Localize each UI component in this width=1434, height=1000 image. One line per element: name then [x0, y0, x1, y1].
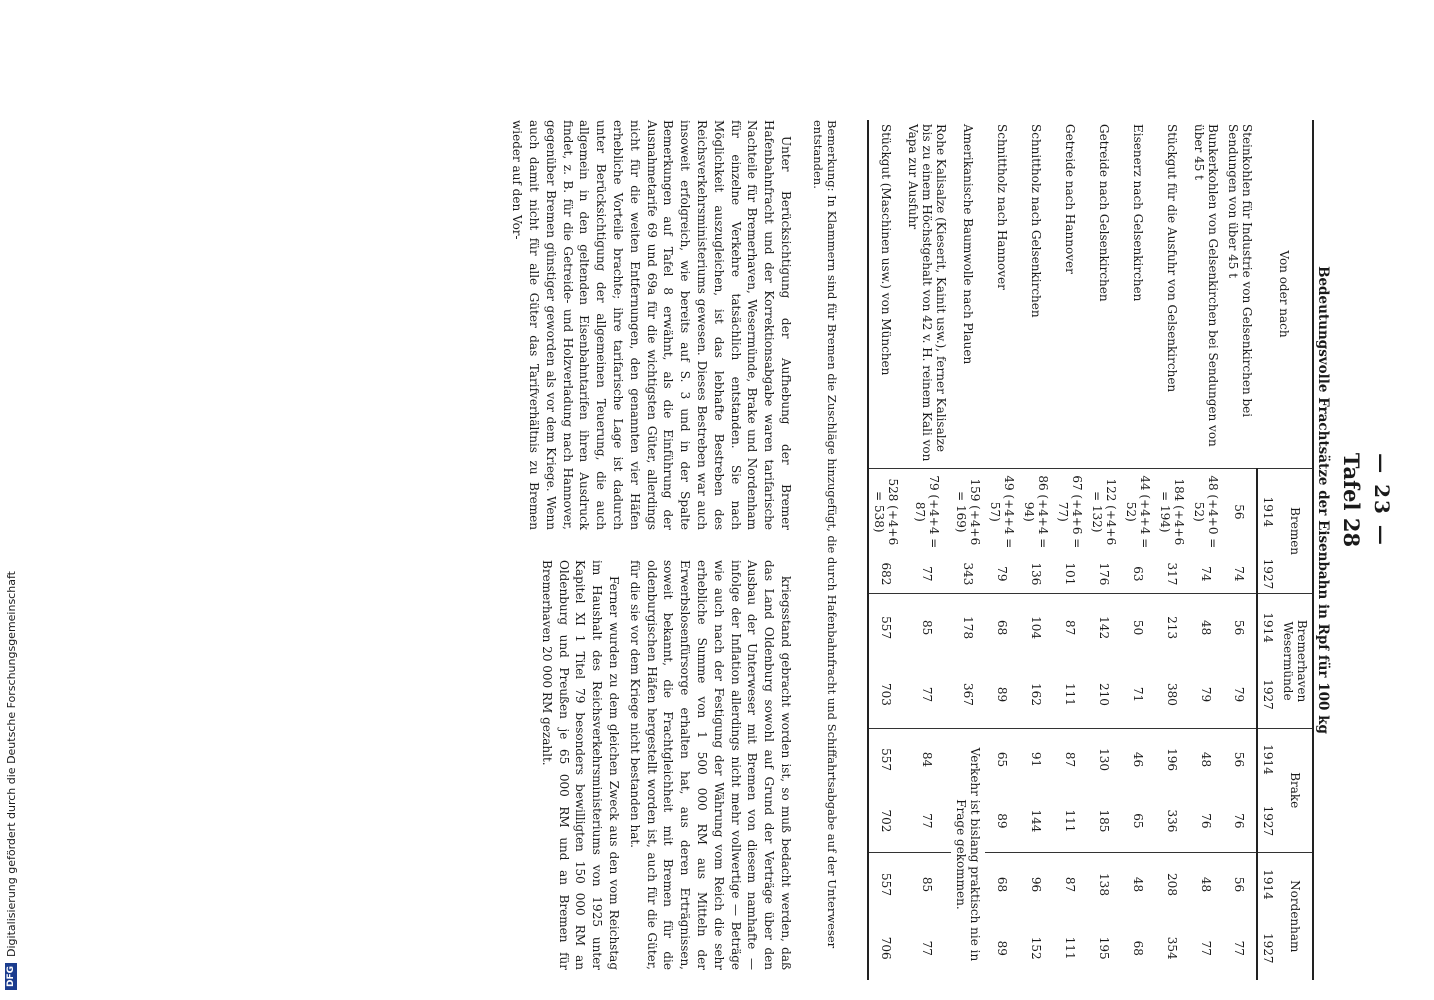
table-cell: 87 — [1053, 594, 1087, 661]
table-cell: 213 — [1155, 594, 1189, 661]
table-cell: 210 — [1097, 683, 1111, 706]
table-cell: 89 — [995, 686, 1009, 703]
row-label: Bunkerkohlen von Gelsenkirchen bei Sendungen von über 45 t — [1192, 124, 1220, 447]
table-cell: 111 — [1063, 683, 1077, 706]
table-cell: 144 — [1029, 809, 1043, 833]
table-cell: 76 — [1199, 813, 1213, 829]
table-cell: 79 — [1232, 686, 1247, 703]
table-cell: 56 — [1223, 852, 1257, 916]
table-cell: 48 — [1121, 852, 1155, 916]
brake-nordenham-note: Verkehr ist bislang praktisch nie in Frage gekommen. — [951, 728, 985, 980]
row-label: Schnittholz nach Gelsenkirchen — [1029, 124, 1043, 318]
dfg-logo-icon: DFG — [5, 963, 17, 990]
freight-rate-table — [867, 120, 1314, 980]
year-header: 1914 — [1257, 594, 1278, 661]
table-cell: 65 — [1131, 813, 1145, 829]
row-label: Rohe Kalisalze (Kieserit, Kainit usw.), ferner Kalisalze bis zu einem Höchstgehalt von 42 v. H. reinem Kali von Vapa zur Ausfuhr — [906, 124, 948, 462]
table-cell: 176 — [1097, 562, 1111, 586]
table-row — [1189, 120, 1223, 980]
sidebar-credit — [0, 0, 22, 1000]
table-row — [985, 120, 1019, 980]
table-row — [903, 120, 951, 980]
table-cell: 185 — [1097, 809, 1111, 833]
table-cell: 162 — [1029, 683, 1043, 706]
table-cell: 152 — [1029, 936, 1043, 960]
row-label: Amerikanische Baumwolle nach Plauen — [961, 124, 975, 365]
table-cell: 96 — [1019, 852, 1053, 916]
table-cell: 91 — [1019, 728, 1053, 790]
table-cell: 48 — [1189, 852, 1223, 916]
table-row — [951, 120, 985, 980]
table-row — [1087, 120, 1121, 980]
table-title: Tafel 28 — [1339, 452, 1364, 548]
table-cell: 703 — [868, 661, 903, 728]
table-cell: 706 — [868, 916, 903, 980]
table-cell: 44 (+4+4 = 52) — [1121, 469, 1155, 555]
year-header: 1914 — [1257, 852, 1278, 916]
table-cell: 84 — [903, 728, 951, 790]
table-cell: 77 — [1232, 940, 1247, 956]
table-cell: 184 (+4+6 = 194) — [1155, 469, 1189, 555]
table-cell: 367 — [961, 683, 975, 706]
table-cell: 557 — [868, 852, 903, 916]
table-cell: 56 — [1223, 594, 1257, 661]
table-cell: 74 — [1232, 566, 1247, 582]
table-cell: 142 — [1087, 594, 1121, 661]
table-cell: 50 — [1121, 594, 1155, 661]
table-cell: 74 — [1199, 566, 1213, 582]
table-cell: 49 (+4+4 = 57) — [985, 469, 1019, 555]
group-header-nordenham: Nordenham — [1278, 852, 1313, 980]
document-page — [30, 0, 1434, 1000]
table-cell: 48 — [1189, 728, 1223, 790]
group-header-brake: Brake — [1278, 728, 1313, 852]
table-cell: 354 — [1165, 936, 1179, 960]
table-row — [1155, 120, 1189, 980]
paragraph: Ferner wurden zu dem gleichen Zweck aus den vom Reichstag im Haushalt des Reichsverkehrsministeriums von 1925 unter Kapitel XI 1 Titel 79 besonders bewilligten 150 000 RM an Oldenburg und Preußen je 65 000 RM und an Bremen für Bremerhaven 20 000 RM gezahlt. — [539, 560, 622, 970]
table-cell: 48 (+4+0 = 52) — [1189, 469, 1223, 555]
table-row — [1223, 120, 1257, 980]
table-cell: 48 — [1189, 594, 1223, 661]
table-row — [1019, 120, 1053, 980]
table-cell: 89 — [995, 813, 1009, 829]
text-column-left — [504, 120, 794, 530]
table-cell: 196 — [1155, 728, 1189, 790]
table-cell: 85 — [903, 594, 951, 661]
table-cell: 130 — [1087, 728, 1121, 790]
row-label: Getreide nach Hannover — [1063, 124, 1077, 274]
table-cell: 702 — [868, 790, 903, 852]
table-cell: 104 — [1019, 594, 1053, 661]
paragraph: Unter Berücksichtigung der Aufhebung der Bremer Hafenbahnfracht und der Korrektionsabgabe waren tarifarische Nachteile für Bremerhaven, Wesermünde, Brake und Nordenham für einzelne Verkehre tatsächlich entstanden. Sie nach Möglichkeit auszugleichen, ist das lebhafte Bestreben des Reichsverkehrsministeriums gewesen. Dieses Bestreben war auch insoweit erfolgreich, wie bereits auf S. 3 und in der Spalte Bemerkungen auf Tafel 8 erwähnt, als die Einführung der Ausnahmetarife 69 und 69a für die wichtigsten Güter, allerdings nicht für die weiten Entfernungen, den genannten vier Häfen erhebliche Vorteile brachte; ihre tarifarische Lage ist dadurch unter Berücksichtigung der allgemeinen Teuerung, die auch allgemein in den geltenden Eisenbahntarifen ihren Ausdruck findet, z. B. für die Getreide- und Holzverladung nach Hannover, gegenüber Bremen günstiger geworden als vor dem Kriege. Wenn auch damit nicht für alle Güter das Tarifverhältnis zu Bremen wieder auf den Vor- — [510, 120, 793, 530]
table-cell: 77 — [920, 813, 934, 829]
table-cell: 557 — [868, 728, 903, 790]
table-cell: 85 — [903, 852, 951, 916]
table-cell: 68 — [1131, 940, 1145, 956]
row-label: Steinkohlen für Industrie von Gelsenkirchen bei Sendungen von über 45 t — [1226, 124, 1254, 418]
table-cell: 136 — [1029, 562, 1043, 586]
table-cell: 557 — [868, 594, 903, 661]
year-header: 1927 — [1257, 790, 1278, 852]
table-cell: 343 — [961, 562, 975, 586]
table-cell: 336 — [1165, 809, 1179, 833]
table-row — [1121, 120, 1155, 980]
year-header: 1914 — [1257, 728, 1278, 790]
table-cell: 111 — [1063, 936, 1077, 960]
table-cell: 79 — [995, 566, 1009, 582]
credit-text: Digitalisierung gefördert durch die Deutsche Forschungsgemeinschaft — [4, 571, 18, 957]
table-cell: 86 (+4+4 = 94) — [1019, 469, 1053, 555]
table-cell: 67 (+4+6 = 77) — [1053, 469, 1087, 555]
table-cell: 68 — [985, 852, 1019, 916]
table-cell: 77 — [1199, 940, 1213, 956]
table-cell: 87 — [1053, 852, 1087, 916]
table-cell: 195 — [1097, 936, 1111, 960]
table-cell: 111 — [1063, 809, 1077, 833]
table-cell: 682 — [868, 555, 903, 594]
group-header-bremerhaven: Bremerhaven Wesermünde — [1278, 594, 1313, 729]
text-column-right — [534, 560, 794, 970]
table-cell: 65 — [985, 728, 1019, 790]
table-note: Bemerkung: In Klammern sind für Bremen die Zuschläge hinzugefügt, die durch Hafenbahnfracht und Schiffahrtsabgabe auf der Unterweser entstanden. — [811, 120, 839, 949]
year-header: 1927 — [1257, 916, 1278, 980]
table-subtitle: Bedeutungsvolle Frachtsätze der Eisenbahn in Rpf für 100 kg — [1315, 266, 1331, 734]
table-row — [1053, 120, 1087, 980]
row-label: Stückgut (Maschinen usw.) von München — [868, 120, 903, 469]
row-label: Getreide nach Gelsenkirchen — [1097, 124, 1111, 302]
table-cell: 101 — [1063, 562, 1077, 586]
year-header: 1927 — [1257, 555, 1278, 594]
table-cell: 68 — [985, 594, 1019, 661]
table-cell: 380 — [1165, 683, 1179, 706]
year-header: 1914 — [1257, 469, 1278, 555]
table-cell: 528 (+4+6 = 538) — [868, 469, 903, 555]
table-cell: 77 — [920, 566, 934, 582]
table-cell: 89 — [995, 940, 1009, 956]
table-cell: 138 — [1087, 852, 1121, 916]
row-label: Eisenerz nach Gelsenkirchen — [1131, 124, 1145, 302]
table-cell: 76 — [1232, 813, 1247, 829]
table-cell: 317 — [1165, 562, 1179, 586]
col-header-from: Von oder nach — [1257, 120, 1313, 469]
table-cell: 208 — [1155, 852, 1189, 916]
year-header: 1927 — [1257, 661, 1278, 728]
table-cell: 178 — [951, 594, 985, 661]
table-cell: 56 — [1223, 728, 1257, 790]
table-cell: 56 — [1223, 469, 1257, 555]
table-cell: 77 — [920, 940, 934, 956]
row-label: Schnittholz nach Hannover — [995, 124, 1009, 290]
table-cell: 79 (+4+4 = 87) — [903, 469, 951, 555]
group-header-bremen: Bremen — [1278, 469, 1313, 594]
table-cell: 46 — [1121, 728, 1155, 790]
table-cell: 63 — [1131, 566, 1145, 582]
table-cell: 122 (+4+6 = 132) — [1087, 469, 1121, 555]
table-cell: 79 — [1199, 686, 1213, 703]
table-cell: 159 (+4+6 = 169) — [951, 469, 985, 555]
table-cell: 71 — [1131, 686, 1145, 703]
paragraph: kriegsstand gebracht worden ist, so muß bedacht werden, daß das Land Oldenburg sowohl auf Grund der Verträge über den Ausbau der Unterweser mit Bremen von diesem namhafte — infolge der Inflation allerdings nicht mehr vollwertige — Beträge wie auch nach der Festigung der Währung vom Reich die sehr erhebliche Summe von 1 500 000 RM aus Mitteln der Erwerbslosenfürsorge erhalten hat, aus deren Erträgnissen, soweit bekannt, die Frachtgleichheit mit Bremen für die oldenburgischen Häfen hergestellt worden ist, auch für die Güter, für die sie vor dem Kriege nicht bestanden hat. — [627, 560, 793, 970]
table-cell: 87 — [1053, 728, 1087, 790]
row-label: Stückgut für die Ausfuhr von Gelsenkirchen — [1165, 124, 1179, 393]
table-cell: 77 — [920, 686, 934, 703]
table-row — [868, 120, 903, 980]
page-number: — 23 — — [1370, 453, 1394, 547]
